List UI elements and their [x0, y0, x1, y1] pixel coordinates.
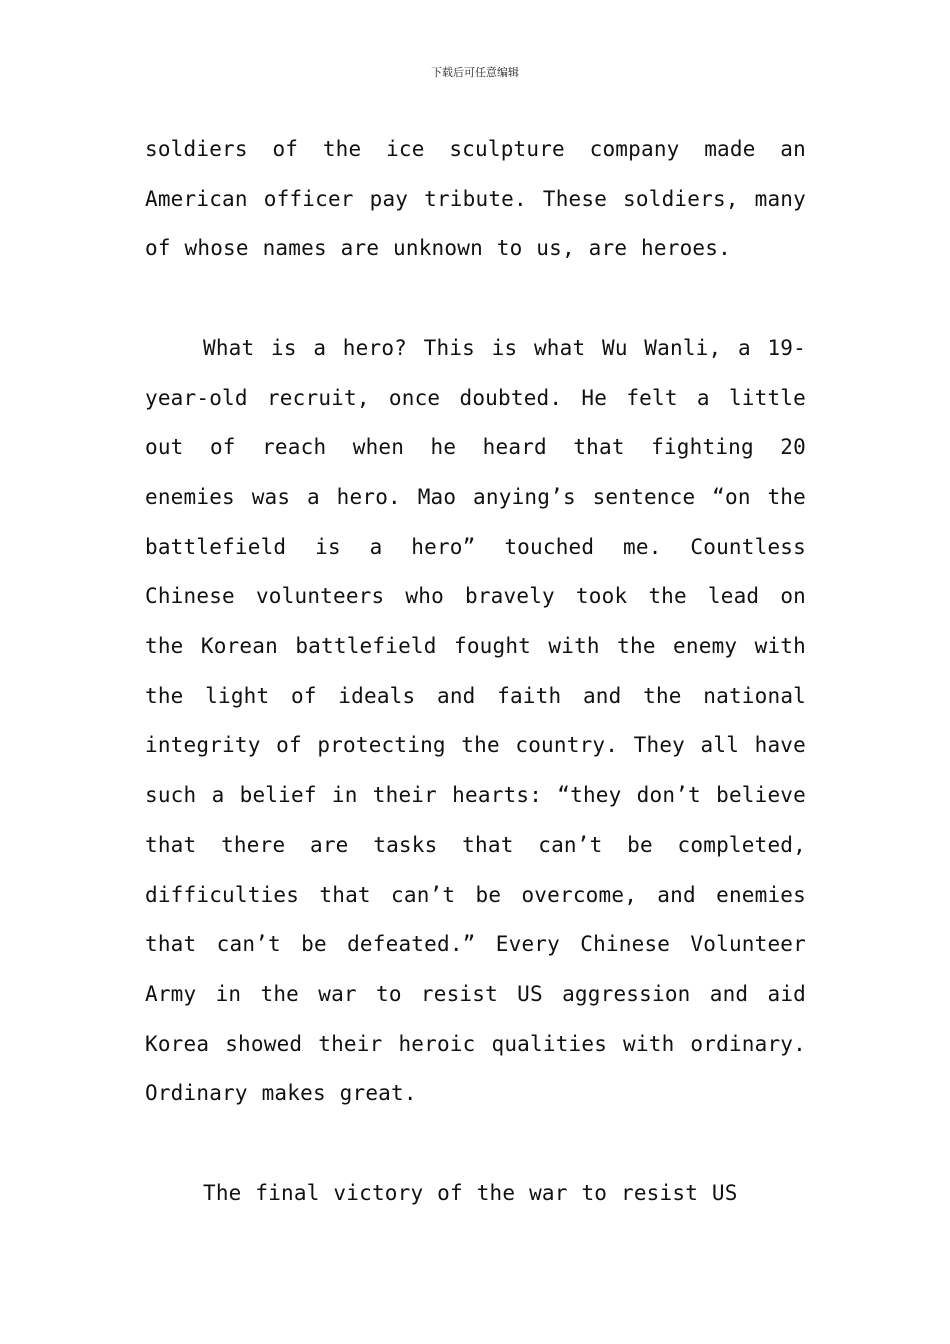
- page-header: 下载后可任意编辑: [431, 66, 519, 79]
- paragraph-continued: soldiers of the ice sculpture company made an American officer pay tribute. These soldiers, many of whose names are unknown to us, are heroes.: [145, 137, 806, 261]
- paragraph-final-victory: The final victory of the war to resist US: [203, 1180, 738, 1205]
- document-body: [145, 125, 806, 1218]
- paragraph-what-is-a-hero: What is a hero? This is what Wu Wanli, a 19-year-old recruit, once doubted. He felt a little out of reach when he heard that fighting 20 enemies was a hero. Mao anying’s sentence “on the battlefield is a hero” touched me. Countless Chinese volunteers who bravely took the lead on the Korean battlefield fought with the enemy with the light of ideals and faith and the national integrity of protecting the country. They all have such a belief in their hearts: “they don’t believe that there are tasks that can’t be completed, difficulties that can’t be overcome, and enemies that can’t be defeated.” Every Chinese Volunteer Army in the war to resist US aggression and aid Korea showed their heroic qualities with ordinary. Ordinary makes great.: [145, 335, 806, 1106]
